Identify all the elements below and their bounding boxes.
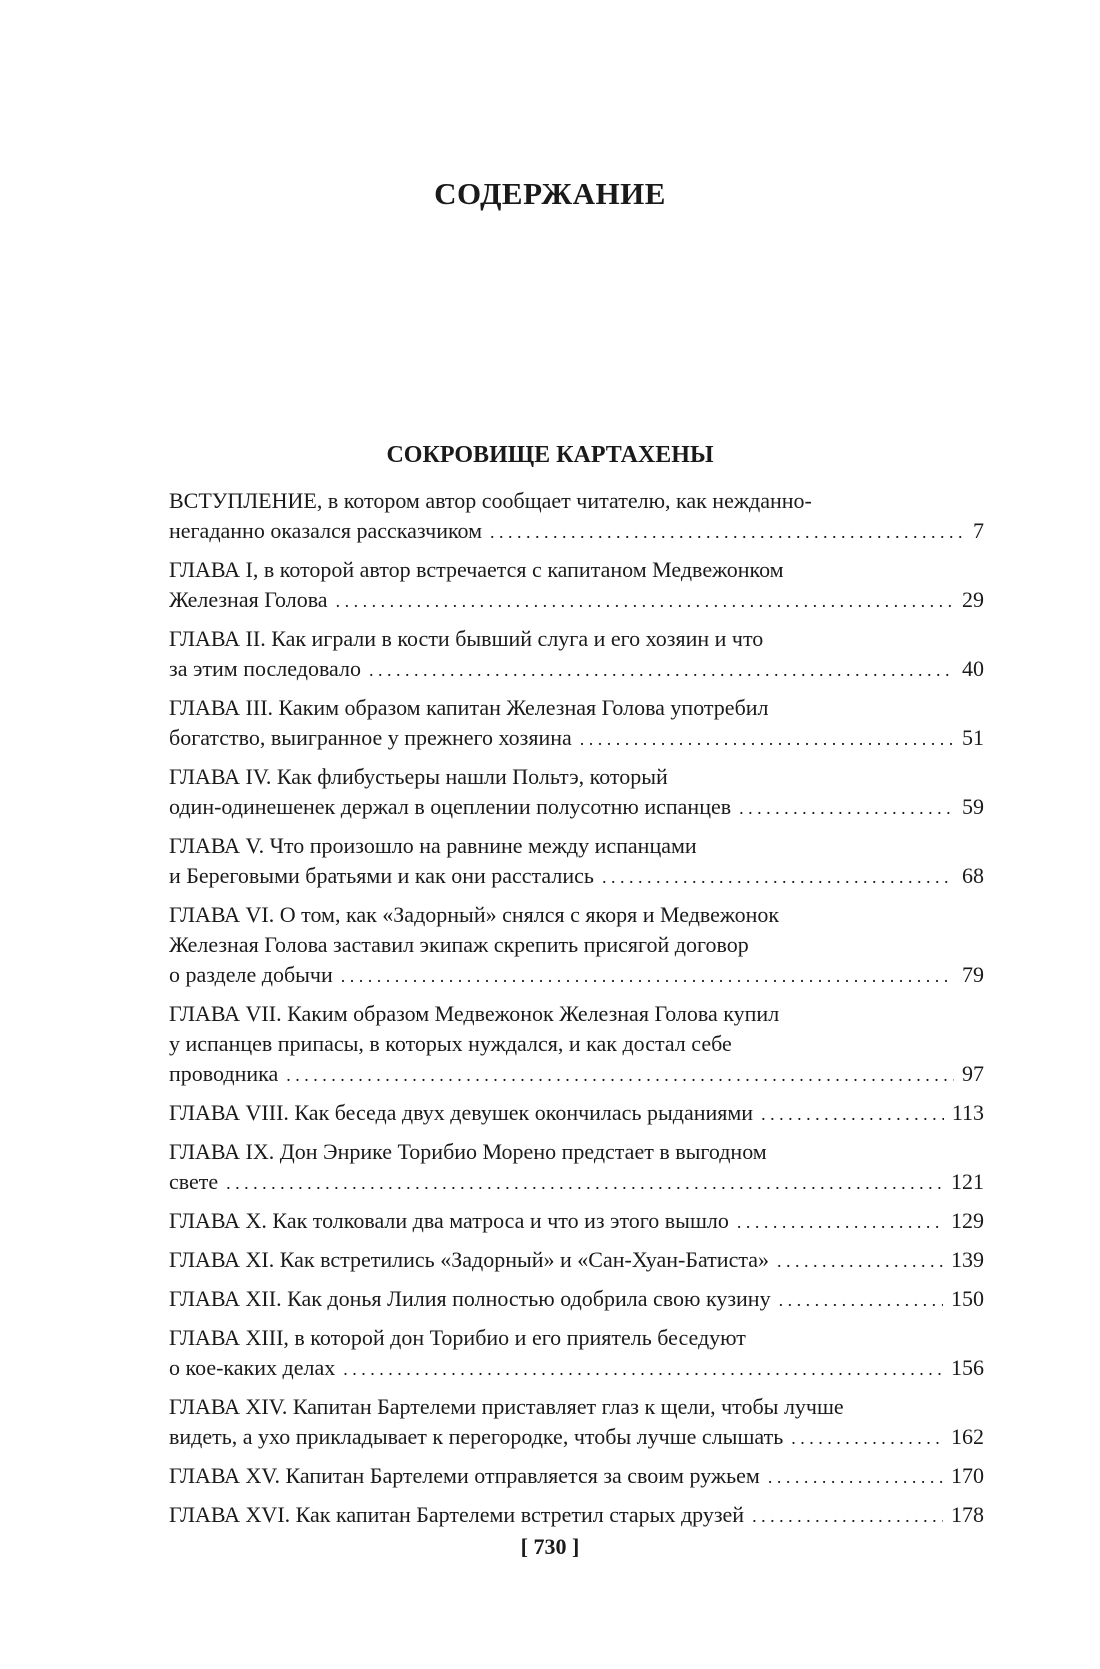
toc-entry-line: ГЛАВА XIV. Капитан Бартелеми приставляет глаз к щели, чтобы лучше — [169, 1394, 844, 1419]
dot-leader — [791, 1423, 943, 1453]
toc-entry — [169, 762, 984, 823]
page-title: СОДЕРЖАНИЕ — [434, 176, 666, 211]
dot-leader — [752, 1501, 943, 1531]
toc-entry-last-line — [169, 1059, 984, 1090]
dot-leader — [777, 1246, 943, 1276]
toc-entry-line: свете — [169, 1169, 219, 1194]
toc-entry-line: ГЛАВА XIII, в которой дон Торибио и его приятель беседуют — [169, 1325, 746, 1350]
toc-entry-line: ГЛАВА VIII. Как беседа двух девушек окончилась рыданиями — [169, 1100, 754, 1125]
toc-entry-line: о разделе добычи — [169, 962, 333, 987]
toc-entry-line: ГЛАВА XI. Как встретились «Задорный» и «Сан-Хуан-Батиста» — [169, 1247, 769, 1272]
toc-entry — [169, 1461, 984, 1492]
dot-leader — [369, 655, 954, 685]
dot-leader — [602, 862, 954, 892]
toc-page-number: 51 — [962, 725, 984, 750]
toc-entry-line: Железная Голова — [169, 587, 328, 612]
toc-entry — [169, 555, 984, 616]
dot-leader — [490, 517, 965, 547]
toc-entry-line: ГЛАВА IV. Как флибустьеры нашли Польтэ, который — [169, 764, 668, 789]
toc-entry — [169, 1392, 984, 1453]
toc-entry-last-line — [169, 723, 984, 754]
toc-page-number: 170 — [951, 1463, 984, 1488]
toc-entry-line: ГЛАВА X. Как толковали два матроса и что из этого вышло — [169, 1208, 729, 1233]
dot-leader — [779, 1285, 943, 1315]
toc-entry — [169, 1098, 984, 1129]
toc-entry-line: ГЛАВА I, в которой автор встречается с капитаном Медвежонком — [169, 557, 784, 582]
toc-page-number: 129 — [951, 1208, 984, 1233]
toc-page-number: 178 — [951, 1502, 984, 1527]
toc-entry-line: ГЛАВА V. Что произошло на равнине между испанцами — [169, 833, 697, 858]
toc-entry — [169, 1323, 984, 1384]
toc-entry-last-line — [169, 516, 984, 547]
toc-entry-last-line — [169, 1098, 984, 1129]
toc-entry-line: ВСТУПЛЕНИЕ, в котором автор сообщает читателю, как нежданно- — [169, 488, 812, 513]
toc-page-number: 68 — [962, 863, 984, 888]
dot-leader — [737, 1207, 943, 1237]
toc-entry-line: богатство, выигранное у прежнего хозяина — [169, 725, 572, 750]
toc-page-number: 79 — [962, 962, 984, 987]
dot-leader — [341, 961, 954, 991]
toc-page-number: 40 — [962, 656, 984, 681]
toc-entry-last-line — [169, 1284, 984, 1315]
toc-entry-line: Железная Голова заставил экипаж скрепить присягой договор — [169, 932, 749, 957]
dot-leader — [336, 586, 954, 616]
toc-page-number: 97 — [962, 1061, 984, 1086]
toc-entry-line: ГЛАВА VI. О том, как «Задорный» снялся с якоря и Медвежонок — [169, 902, 780, 927]
dot-leader — [768, 1462, 943, 1492]
toc-entry — [169, 1500, 984, 1531]
toc-page-number: 113 — [951, 1100, 984, 1125]
toc-entry-line: у испанцев припасы, в которых нуждался, и как достал себе — [169, 1031, 732, 1056]
toc-entry-line: ГЛАВА XVI. Как капитан Бартелеми встретил старых друзей — [169, 1502, 745, 1527]
toc-entry-line: ГЛАВА IX. Дон Энрике Торибио Морено предстает в выгодном — [169, 1139, 767, 1164]
toc-entry — [169, 900, 984, 991]
dot-leader — [226, 1168, 943, 1198]
toc-entry-line: о кое-каких делах — [169, 1355, 336, 1380]
toc-entry — [169, 486, 984, 547]
toc-entry-last-line — [169, 1500, 984, 1531]
toc-page-number: 59 — [962, 794, 984, 819]
toc-entry-line: негаданно оказался рассказчиком — [169, 518, 483, 543]
toc-entry-last-line — [169, 1353, 984, 1384]
toc-entry — [169, 1206, 984, 1237]
toc-entry — [169, 999, 984, 1090]
dot-leader — [286, 1060, 954, 1090]
toc-entry-last-line — [169, 1461, 984, 1492]
toc-entry-line: ГЛАВА II. Как играли в кости бывший слуга и его хозяин и что — [169, 626, 764, 651]
toc-page-number: 121 — [951, 1169, 984, 1194]
dot-leader — [761, 1099, 944, 1129]
toc-entry-last-line — [169, 960, 984, 991]
page-number: [ 730 ] — [520, 1534, 580, 1559]
toc-entry-last-line — [169, 1245, 984, 1276]
toc-entry-line: за этим последовало — [169, 656, 361, 681]
toc-entry — [169, 831, 984, 892]
dot-leader — [739, 793, 954, 823]
toc-entry-last-line — [169, 792, 984, 823]
table-of-contents — [169, 486, 984, 1539]
toc-entry-last-line — [169, 1422, 984, 1453]
toc-entry-last-line — [169, 861, 984, 892]
toc-entry — [169, 1137, 984, 1198]
toc-page-number: 162 — [951, 1424, 984, 1449]
toc-entry — [169, 693, 984, 754]
toc-page-number: 156 — [951, 1355, 984, 1380]
toc-entry-line: проводника — [169, 1061, 279, 1086]
toc-entry — [169, 1284, 984, 1315]
toc-entry-line: ГЛАВА III. Каким образом капитан Железная Голова употребил — [169, 695, 769, 720]
toc-page-number: 29 — [962, 587, 984, 612]
dot-leader — [580, 724, 954, 754]
toc-page-number: 7 — [973, 518, 984, 543]
toc-entry — [169, 1245, 984, 1276]
toc-entry-line: ГЛАВА XV. Капитан Бартелеми отправляется за своим ружьем — [169, 1463, 760, 1488]
toc-entry-line: видеть, а ухо прикладывает к перегородке, чтобы лучше слышать — [169, 1424, 784, 1449]
toc-page-number: 139 — [951, 1247, 984, 1272]
dot-leader — [343, 1354, 943, 1384]
toc-entry-last-line — [169, 1167, 984, 1198]
toc-entry-last-line — [169, 654, 984, 685]
toc-entry-line: один-одинешенек держал в оцеплении полусотню испанцев — [169, 794, 732, 819]
toc-page-number: 150 — [951, 1286, 984, 1311]
toc-entry-line: и Береговыми братьями и как они расстались — [169, 863, 594, 888]
toc-entry-line: ГЛАВА VII. Каким образом Медвежонок Железная Голова купил — [169, 1001, 780, 1026]
toc-entry-last-line — [169, 1206, 984, 1237]
toc-entry-line: ГЛАВА XII. Как донья Лилия полностью одобрила свою кузину — [169, 1286, 771, 1311]
toc-entry-last-line — [169, 585, 984, 616]
section-title: СОКРОВИЩЕ КАРТАХЕНЫ — [386, 442, 714, 468]
toc-entry — [169, 624, 984, 685]
